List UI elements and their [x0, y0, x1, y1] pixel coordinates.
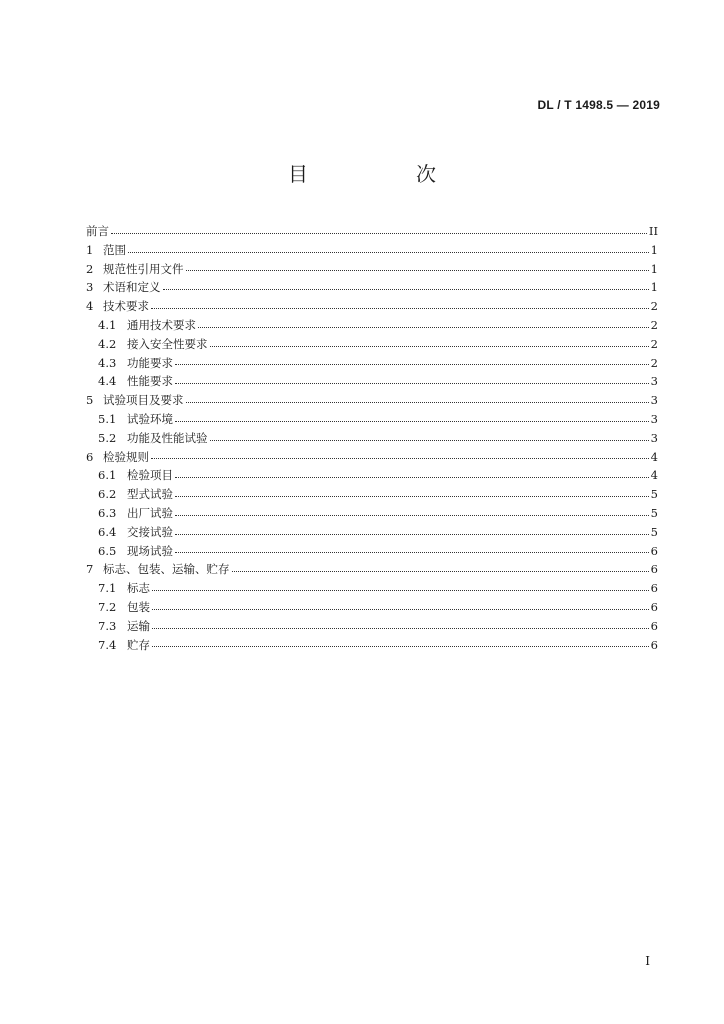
toc-entry-label: 包装	[127, 599, 150, 614]
toc-entry-number: 7.1	[98, 581, 117, 596]
toc-entry[interactable]	[86, 617, 658, 636]
toc-leader-dots	[175, 383, 649, 384]
toc-leader-dots	[128, 252, 649, 253]
toc-leader-dots	[175, 534, 649, 535]
toc-title: 目 次	[288, 162, 480, 186]
toc-entry-number: 4.1	[98, 317, 117, 332]
toc-entry[interactable]	[86, 354, 658, 373]
toc-leader-dots	[111, 233, 647, 234]
toc-entry-number: 7.4	[98, 637, 117, 652]
toc-entry-page: 1	[650, 280, 658, 295]
toc-entry-number: 6.2	[98, 487, 117, 502]
page-number: I	[645, 954, 650, 968]
toc-entry[interactable]	[86, 466, 658, 485]
toc-entry-label: 标志	[127, 581, 150, 596]
toc-entry-label: 规范性引用文件	[103, 261, 184, 276]
toc-entry-label: 通用技术要求	[127, 317, 196, 332]
toc-entry[interactable]	[86, 636, 658, 655]
toc-entry[interactable]	[86, 410, 658, 429]
toc-entry[interactable]	[86, 598, 658, 617]
toc-entry-label: 出厂试验	[127, 505, 173, 520]
toc-entry-label: 检验规则	[103, 449, 149, 464]
toc-entry-label: 试验项目及要求	[103, 393, 184, 408]
toc-leader-dots	[198, 327, 649, 328]
toc-entry-label: 检验项目	[127, 468, 173, 483]
toc-entry-page: 6	[650, 599, 658, 614]
toc-entry-label: 功能及性能试验	[127, 430, 208, 445]
toc-entry-number: 4.2	[98, 336, 117, 351]
toc-leader-dots	[152, 609, 649, 610]
toc-entry-number: 6	[86, 449, 94, 464]
toc-entry[interactable]	[86, 448, 658, 467]
toc-leader-dots	[163, 289, 649, 290]
toc-entry-page: 1	[650, 261, 658, 276]
toc-entry-page: 3	[650, 430, 658, 445]
toc-entry-number: 5	[86, 393, 94, 408]
toc-entry-page: 6	[650, 562, 658, 577]
toc-entry-page: 3	[650, 374, 658, 389]
toc-entry[interactable]	[86, 504, 658, 523]
toc-leader-dots	[152, 590, 649, 591]
toc-entry-label: 交接试验	[127, 524, 173, 539]
document-code: DL / T 1498.5 — 2019	[537, 98, 660, 112]
toc-entry[interactable]	[86, 297, 658, 316]
toc-entry-label: 术语和定义	[103, 280, 161, 295]
toc-entry-number: 3	[86, 280, 94, 295]
toc-entry[interactable]	[86, 542, 658, 561]
toc-entry-page: 3	[650, 411, 658, 426]
toc-entry-page: 5	[650, 524, 658, 539]
toc-entry[interactable]	[86, 278, 658, 297]
toc-entry-number: 7.2	[98, 599, 117, 614]
toc-entry-label: 试验环境	[127, 411, 173, 426]
toc-entry-label: 型式试验	[127, 487, 173, 502]
toc-entry-page: 6	[650, 618, 658, 633]
toc-entry-number: 6.1	[98, 468, 117, 483]
toc-entry-page: 6	[650, 543, 658, 558]
toc-entry-label: 现场试验	[127, 543, 173, 558]
toc-entry-label: 贮存	[127, 637, 150, 652]
toc-leader-dots	[175, 515, 649, 516]
toc-entry-page: 4	[650, 449, 658, 464]
toc-entry-number: 5.2	[98, 430, 117, 445]
toc-leader-dots	[186, 270, 649, 271]
toc-entry-label: 性能要求	[127, 374, 173, 389]
toc-leader-dots	[151, 308, 649, 309]
toc-entry-page: 2	[650, 299, 658, 314]
toc-entry-page: 6	[650, 637, 658, 652]
toc-entry[interactable]	[86, 241, 658, 260]
toc-entry-page: II	[648, 224, 658, 238]
toc-entry-label: 前言	[86, 224, 109, 238]
toc-leader-dots	[210, 440, 649, 441]
toc-entry-number: 6.3	[98, 505, 117, 520]
toc-entry-page: 5	[650, 505, 658, 520]
toc-entry-number: 6.4	[98, 524, 117, 539]
toc-entry-page: 1	[650, 242, 658, 257]
toc-entry[interactable]	[86, 222, 658, 241]
toc-leader-dots	[232, 571, 649, 572]
toc-entry-number: 4.4	[98, 374, 117, 389]
table-of-contents	[86, 222, 658, 654]
toc-entry[interactable]	[86, 579, 658, 598]
toc-leader-dots	[210, 346, 649, 347]
toc-entry-page: 2	[650, 317, 658, 332]
toc-entry[interactable]	[86, 560, 658, 579]
toc-leader-dots	[151, 458, 649, 459]
toc-leader-dots	[152, 646, 649, 647]
toc-entry-label: 功能要求	[127, 355, 173, 370]
toc-entry[interactable]	[86, 391, 658, 410]
toc-entry-label: 标志、包装、运输、贮存	[103, 562, 230, 577]
toc-entry[interactable]	[86, 372, 658, 391]
toc-leader-dots	[175, 421, 649, 422]
toc-entry[interactable]	[86, 335, 658, 354]
toc-entry-number: 1	[86, 242, 94, 257]
toc-entry-page: 6	[650, 581, 658, 596]
toc-entry-number: 4.3	[98, 355, 117, 370]
toc-entry-page: 4	[650, 468, 658, 483]
toc-entry[interactable]	[86, 485, 658, 504]
toc-entry-page: 3	[650, 393, 658, 408]
toc-entry-page: 5	[650, 487, 658, 502]
toc-entry[interactable]	[86, 316, 658, 335]
toc-leader-dots	[152, 628, 649, 629]
toc-leader-dots	[186, 402, 649, 403]
toc-leader-dots	[175, 552, 649, 553]
toc-leader-dots	[175, 477, 649, 478]
toc-entry-label: 技术要求	[103, 299, 149, 314]
toc-entry-label: 接入安全性要求	[127, 336, 208, 351]
toc-entry-label: 范围	[103, 242, 126, 257]
toc-entry-page: 2	[650, 336, 658, 351]
toc-entry-number: 7.3	[98, 618, 117, 633]
toc-entry[interactable]	[86, 429, 658, 448]
toc-entry-number: 5.1	[98, 411, 117, 426]
toc-entry-number: 7	[86, 562, 94, 577]
toc-leader-dots	[175, 496, 649, 497]
toc-entry-number: 4	[86, 299, 94, 314]
toc-entry-number: 6.5	[98, 543, 117, 558]
toc-entry-label: 运输	[127, 618, 150, 633]
toc-entry-number: 2	[86, 261, 94, 276]
toc-leader-dots	[175, 364, 649, 365]
toc-entry-page: 2	[650, 355, 658, 370]
toc-entry[interactable]	[86, 523, 658, 542]
toc-entry[interactable]	[86, 260, 658, 279]
